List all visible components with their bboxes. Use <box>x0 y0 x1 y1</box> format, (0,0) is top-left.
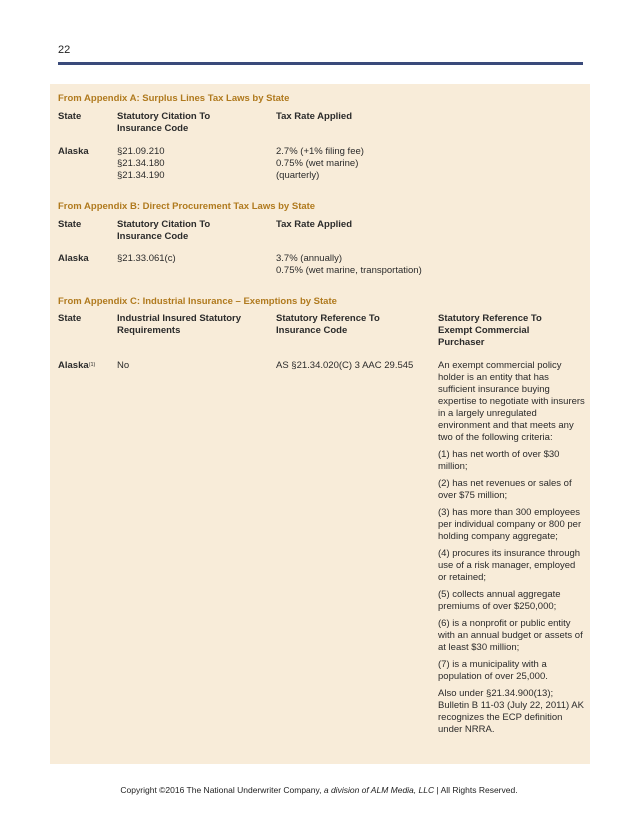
appendix-b-citation: §21.33.061(c) <box>117 253 176 264</box>
criterion-item: (6) is a nonprofit or public entity with an annual budget or assets of at least $30 million; <box>438 618 583 653</box>
appendix-a-header-state: State <box>58 111 82 122</box>
appendix-c-state <box>58 360 95 372</box>
footer-prefix: Copyright ©2016 The National Underwriter Company, <box>120 785 324 795</box>
appendix-c-header-reference: Statutory Reference To Insurance Code <box>276 313 380 336</box>
rate-line: (quarterly) <box>276 170 320 181</box>
rate-line: 0.75% (wet marine, transportation) <box>276 265 422 276</box>
rate-line: 3.7% (annually) <box>276 253 343 264</box>
criterion-item: (2) has net revenues or sales of over $75 million; <box>438 478 572 501</box>
appendix-c-reference: AS §21.34.020(C) 3 AAC 29.545 <box>276 360 414 371</box>
criterion-item: (5) collects annual aggregate premiums of over $250,000; <box>438 589 561 612</box>
page-number: 22 <box>58 44 71 56</box>
criterion-item: (4) procures its insurance through use of a risk manager, employed or retained; <box>438 548 581 583</box>
criterion-item: Also under §21.34.900(13); Bulletin B 11-03 (July 22, 2011) AK recognizes the ECP definition under NRRA. <box>438 688 584 735</box>
appendix-b-header-state: State <box>58 219 82 230</box>
appendix-a-header-citation: Statutory Citation To Insurance Code <box>117 111 211 134</box>
appendix-c-title: From Appendix C: Industrial Insurance – Exemptions by State <box>58 296 337 307</box>
rate-line: 2.7% (+1% filing fee) <box>276 146 364 157</box>
appendix-a-title: From Appendix A: Surplus Lines Tax Laws by State <box>58 93 290 104</box>
citation-line: §21.34.190 <box>117 170 165 181</box>
footer-italic: a division of ALM Media, LLC <box>323 785 435 795</box>
appendix-a-rates <box>276 146 364 182</box>
citation-line: §21.34.180 <box>117 158 165 169</box>
footer-suffix: | All Rights Reserved. <box>434 785 518 795</box>
appendix-b-title: From Appendix B: Direct Procurement Tax Laws by State <box>58 201 316 212</box>
appendix-c-requirements: No <box>117 360 130 371</box>
footnote-marker: (1) <box>88 362 96 368</box>
appendix-c-header-purchaser: Statutory Reference To Exempt Commercial Purchaser <box>438 313 542 348</box>
appendix-b-state: Alaska <box>58 253 89 264</box>
criterion-item: (1) has net worth of over $30 million; <box>438 449 560 472</box>
header-rule <box>58 62 583 65</box>
appendix-b-header-citation: Statutory Citation To Insurance Code <box>117 219 211 242</box>
criterion-item: (7) is a municipality with a population of over 25,000. <box>438 659 548 682</box>
appendix-c-header-requirements: Industrial Insured Statutory Requirements <box>117 313 242 336</box>
footer-copyright <box>0 785 638 795</box>
appendix-b-rates <box>276 253 422 277</box>
appendix-a-state: Alaska <box>58 146 89 157</box>
appendix-c-header-state: State <box>58 313 82 324</box>
appendix-c-purchaser <box>438 360 586 741</box>
appendix-a-header-rate: Tax Rate Applied <box>276 111 353 122</box>
appendix-a-citations <box>117 146 165 182</box>
purchaser-intro: An exempt commercial policy holder is an entity that has sufficient insurance buying expertise to negotiate with insurers in a largely unregulated environment and that meets any two of the following criteria: <box>438 360 585 443</box>
rate-line: 0.75% (wet marine) <box>276 158 359 169</box>
appendix-b-header-rate: Tax Rate Applied <box>276 219 353 230</box>
citation-line: §21.09.210 <box>117 146 165 157</box>
state-name: Alaska <box>58 360 89 371</box>
criterion-item: (3) has more than 300 employees per individual company or 800 per holding company aggregate; <box>438 507 582 542</box>
